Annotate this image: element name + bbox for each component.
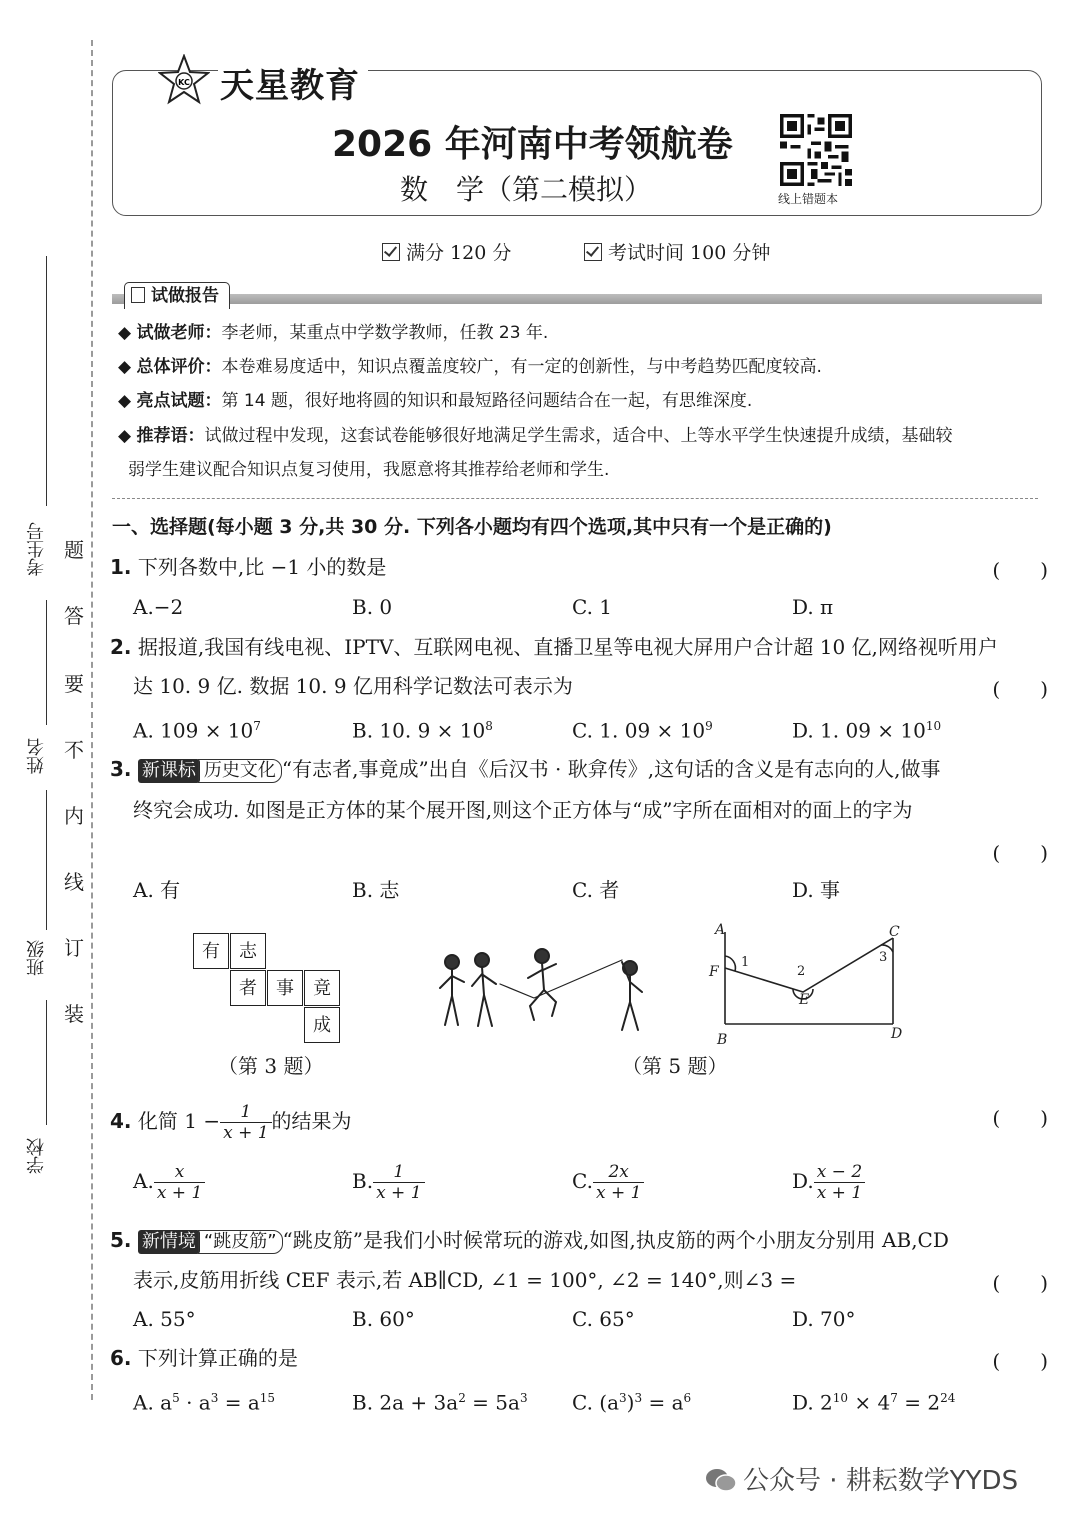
label-E: E (799, 992, 810, 1008)
clipboard-icon (131, 287, 145, 303)
wechat-icon (705, 1467, 737, 1493)
exam-title: 2026 年河南中考领航卷 (332, 124, 733, 165)
tag-history-culture: 历史文化 (198, 759, 282, 783)
label-D: D (891, 1026, 903, 1042)
qr-code-icon[interactable] (780, 114, 852, 186)
option-c: C. 65° (572, 1307, 635, 1331)
option-d: D. 70° (792, 1307, 856, 1331)
question-3: 3. 新课标 历史文化 “有志者,事竟成”出自《后汉书 · 耿弇传》,这句话的含义是有志向的人,做事 (110, 757, 941, 781)
answer-blank[interactable]: ( ) (992, 558, 1048, 582)
section-heading: 一、选择题(每小题 3 分,共 30 分. 下列各小题均有四个选项,其中只有一个是正确的) (112, 516, 832, 538)
cube-face: 竟 (304, 970, 340, 1006)
binding-char: 要 (64, 672, 84, 696)
svg-text:KC: KC (178, 78, 190, 87)
qr-caption: 线上错题本 (778, 192, 839, 206)
binding-char: 题 (64, 538, 84, 562)
report-item: ◆ 亮点试题：第 14 题，很好地将圆的知识和最短路径问题结合在一起，有思维深度. (118, 391, 753, 411)
binding-char: 线 (64, 870, 84, 894)
label-name: 姓名 (26, 738, 47, 774)
option-d: D. 事 (792, 878, 841, 902)
exam-subject: 数 学（第二模拟） (400, 173, 653, 206)
report-tab: 试做报告 (124, 282, 230, 309)
option-c: C. 者 (572, 878, 620, 902)
tag-jump-rope: “跳皮筋” (198, 1230, 283, 1254)
brand-name: 天星教育 (218, 58, 368, 107)
star-logo-icon (158, 54, 210, 106)
class-line (46, 790, 47, 930)
option-d: D. π (792, 595, 834, 619)
option-b: B. $2a + 3a^2 = 5a^3$ (352, 1390, 528, 1415)
exam-time: 考试时间 100 分钟 (584, 238, 770, 265)
question-5-line2: 表示,皮筋用折线 CEF 表示,若 AB∥CD, ∠1 = 100°, ∠2 = 140°,则∠3 = (133, 1268, 797, 1292)
cube-face: 志 (230, 933, 266, 969)
label-exam-number: 考生号 (26, 522, 47, 576)
binding-char: 内 (64, 804, 84, 828)
binding-char: 不 (64, 738, 84, 762)
answer-blank[interactable]: ( ) (992, 1271, 1048, 1295)
option-c: C. 1. $09 \times 10^9$ (572, 718, 713, 743)
option-b: B. 志 (352, 878, 400, 902)
question-3-line2: 终究会成功. 如图是正方体的某个展开图,则这个正方体与“成”字所在面相对的面上的字为 (133, 798, 913, 822)
label-B: B (717, 1032, 728, 1048)
option-b: B. 60° (352, 1307, 415, 1331)
separator (112, 498, 1038, 499)
option-d: D. 1. $09 \times 10^{10}$ (792, 718, 942, 743)
angle-1: 1 (741, 955, 750, 970)
option-c: C. $\frac{2x}{x + 1}$ (572, 1162, 644, 1203)
report-item: ◆ 总体评价：本卷难易度适中，知识点覆盖度较广，有一定的创新性，与中考趋势匹配度较高. (118, 357, 822, 377)
full-score: 满分 120 分 (382, 238, 511, 265)
label-school: 学校 (26, 1138, 47, 1174)
question-4: 4. 化简 1 − $\frac{1}{x + 1}$ 的结果为 (110, 1102, 352, 1143)
report-bar (112, 294, 1042, 304)
label-F: F (709, 964, 719, 980)
tag-new-context: 新情境 (138, 1230, 200, 1254)
exam-number-line (46, 256, 47, 506)
fraction: $\frac{1}{x + 1}$ (220, 1102, 271, 1143)
question-6: 6. 下列计算正确的是 (110, 1346, 298, 1370)
answer-blank[interactable]: ( ) (992, 677, 1048, 701)
option-a: A. 55° (133, 1307, 196, 1331)
option-a: A. $a^5 \cdot a^3 = a^{15}$ (133, 1390, 276, 1415)
label-A: A (715, 922, 726, 938)
cube-face: 成 (304, 1007, 340, 1043)
children-jumping-illustration (430, 940, 660, 1035)
checkbox-icon (382, 243, 400, 261)
angle-2: 2 (797, 964, 806, 979)
option-c: C. 1 (572, 595, 613, 619)
option-a: A. 有 (133, 878, 181, 902)
option-a: A.−2 (133, 595, 184, 619)
question-5: 5. 新情境 “跳皮筋” “跳皮筋”是我们小时候常玩的游戏,如图,执皮筋的两个小朋友分别用 AB,CD (110, 1228, 949, 1252)
cube-face: 事 (267, 970, 303, 1006)
option-a: A. $\frac{x}{x + 1}$ (133, 1162, 205, 1203)
answer-blank[interactable]: ( ) (992, 1106, 1048, 1130)
angle-3: 3 (879, 950, 888, 965)
name-line (46, 600, 47, 725)
question-1: 1. 下列各数中,比 −1 小的数是 (110, 555, 387, 579)
figure-3-caption: （第 3 题） (218, 1054, 324, 1078)
binding-char: 装 (64, 1002, 84, 1026)
option-d: D. $\frac{x - 2}{x + 1}$ (792, 1162, 865, 1203)
answer-blank[interactable]: ( ) (992, 841, 1048, 865)
report-item: ◆ 试做老师：李老师，某重点中学数学教师，任教 23 年. (118, 323, 549, 343)
cube-face: 者 (230, 970, 266, 1006)
answer-blank[interactable]: ( ) (992, 1349, 1048, 1373)
option-c: C. $(a^3)^3 = a^6$ (572, 1390, 692, 1415)
binding-char: 答 (64, 604, 84, 628)
checkbox-icon (584, 243, 602, 261)
question-2: 2. 据报道,我国有线电视、IPTV、互联网电视、直播卫星等电视大屏用户合计超 10 亿,网络视听用户 (110, 635, 998, 659)
school-line (46, 1000, 47, 1125)
cube-face: 有 (193, 933, 229, 969)
label-class: 班级 (26, 940, 47, 976)
geometry-figure-q5 (705, 918, 915, 1048)
question-2-line2: 达 10. 9 亿. 数据 10. 9 亿用科学记数法可表示为 (133, 674, 573, 698)
figure-5-caption: （第 5 题） (622, 1054, 728, 1078)
report-item: ◆ 推荐语：试做过程中发现，这套试卷能够很好地满足学生需求，适合中、上等水平学生快速提升成绩，基础较 (118, 426, 953, 446)
option-b: B. $\frac{1}{x + 1}$ (352, 1162, 425, 1203)
option-b: B. 0 (352, 595, 393, 619)
binding-char: 订 (64, 936, 84, 960)
option-d: D. $2^{10} \times 4^7 = 2^{24}$ (792, 1390, 956, 1415)
report-item-continued: 弱学生建议配合知识点复习使用，我愿意将其推荐给老师和学生. (128, 460, 610, 480)
binding-dashed-line (91, 40, 93, 1400)
tag-new-curriculum: 新课标 (138, 759, 200, 783)
wechat-watermark: 公众号 · 耕耘数学YYDS (705, 1460, 1018, 1497)
label-C: C (889, 924, 900, 940)
option-a: A. $109 \times 10^7$ (133, 718, 261, 743)
option-b: B. 10. $9 \times 10^8$ (352, 718, 493, 743)
